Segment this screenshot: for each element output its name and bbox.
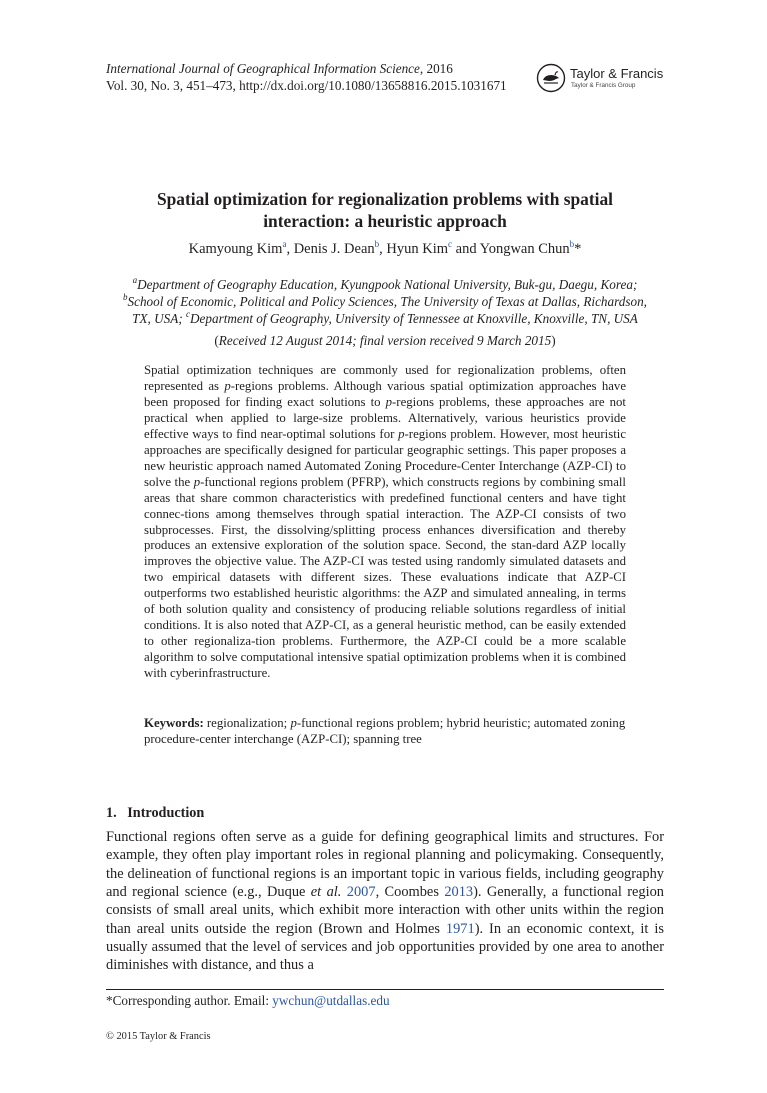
citation-link[interactable]: 2013	[444, 884, 474, 901]
author-name: Yongwan Chun	[479, 241, 570, 257]
abstract: Spatial optimization techniques are commonly used for regionalization problems, often represented as p-regions problems. Although various spatial optimization approaches have been proposed for finding exact solutions to p-regions problems, these approaches are not practical when applied to large-size problems. Alternatively, various heuristics provide effective ways to find near-optimal solutions for p-regions problem. However, most heuristic approaches are specifically designed for particular geographic settings. This paper proposes a new heuristic approach named Automated Zoning Procedure-Center Interchange (AZP-CI) to solve the p-functional regions problem (PFRP), which constructs regions by combining small areas that share common characteristics with predefined functional centers and have tight connec-tions among themselves through spatial interaction. The AZP-CI consists of two subprocesses. First, the dissolving/splitting process enhances diversification and thereby produces an extensive exploration of the solution space. Second, the stan-dard AZP locally improves the objective value. The AZP-CI was tested using randomly simulated datasets and two empirical datasets with different sizes. These evaluations indicate that AZP-CI outperforms two established heuristic algorithms: the AZP and simulated annealing, in terms of both solution quality and consistency of producing reliable solutions regardless of initial conditions. It is also noted that AZP-CI, as a general heuristic method, can be easily extended to other regionaliza-tion problems. Furthermore, the AZP-CI could be a more scalable algorithm to solve computational intensive spatial optimization problems when it is combined with cyberinfrastructure.	[144, 363, 626, 681]
journal-name: International Journal of Geographical Information Science	[106, 61, 420, 76]
title-line-1: Spatial optimization for regionalization problems with spatial	[156, 189, 614, 209]
keywords: Keywords: regionalization; p-functional regions problem; hybrid heuristic; automated zoning procedure-center interchange (AZP-CI); spanning tree	[144, 716, 626, 746]
journal-year: , 2016	[419, 61, 453, 76]
author-name: Hyun Kim	[386, 241, 449, 257]
publisher-group: Taylor & Francis Group	[571, 82, 636, 89]
copyright-notice: © 2015 Taylor & Francis	[106, 1031, 211, 1042]
author-separator: ,	[379, 241, 387, 257]
affiliation-mark[interactable]: b	[569, 239, 575, 249]
affiliation-mark[interactable]: a	[282, 239, 287, 249]
corresponding-footnote: *Corresponding author. Email: ywchun@utdallas.edu	[106, 993, 390, 1008]
introduction-paragraph: Functional regions often serve as a guide for defining geographical limits and structures. For example, they often play important roles in regional planning and policymaking. Consequently, the delineation of functional regions is an important topic in various fields, including geography and regional science (e.g., Duque et al. 2007, Coombes 2013). Generally, a functional region consists of small areal units, which exhibit more interaction with other units within the region than areal units outside the region (Brown and Holmes 1971). In an economic context, it is usually assumed that the level of services and job opportunities provided by one area to another diminishes with distance, and thus a	[106, 829, 664, 974]
journal-header	[106, 60, 526, 94]
email-link[interactable]: ywchun@utdallas.edu	[272, 993, 390, 1008]
affiliation-a: $^a$Department of Geography Education, Kyungpook National University, Buk-gu, Daegu, Korea;	[132, 275, 638, 292]
affiliation-b: $^b$School of Economic, Political and Policy Sciences, The University of Texas at Dallas, Richardson,	[123, 292, 647, 310]
corresponding-author-mark: *	[574, 241, 582, 257]
paper-title	[106, 188, 664, 232]
lamp-icon	[536, 63, 566, 93]
affiliation-b-c: TX, USA; $^c$Department of Geography, University of Tennessee at Knoxville, Knoxville, TN, USA	[132, 309, 638, 327]
volume-info: Vol. 30, No. 3, 451–473,	[106, 78, 240, 93]
keywords-label: Keywords:	[144, 716, 204, 730]
author-name: Kamyoung Kim	[188, 241, 283, 257]
section-heading	[106, 805, 204, 822]
affiliations	[100, 276, 670, 328]
journal-title-line	[106, 60, 526, 77]
author-separator: ,	[286, 241, 294, 257]
author-separator: and	[452, 241, 480, 257]
footnote-divider	[106, 989, 664, 990]
section-number: 1.	[106, 805, 117, 821]
received-dates: (Received 12 August 2014; final version received 9 March 2015)	[214, 333, 556, 348]
author-list	[106, 240, 664, 258]
title-line-2: interaction: a heuristic approach	[263, 211, 507, 231]
author-name: Denis J. Dean	[293, 241, 375, 257]
section-title: Introduction	[127, 805, 205, 821]
received-text: Received 12 August 2014; final version received 9 March 2015	[218, 333, 552, 348]
doi-link[interactable]: http://dx.doi.org/10.1080/13658816.2015.1031671	[239, 78, 507, 93]
citation-link[interactable]: 1971	[445, 920, 475, 937]
citation-link[interactable]: 2007	[346, 884, 376, 901]
affiliation-mark[interactable]: b	[374, 239, 380, 249]
affiliation-mark[interactable]: c	[448, 239, 453, 249]
publisher-logo	[536, 63, 676, 97]
volume-line	[106, 77, 526, 94]
publisher-name: Taylor & Francis	[570, 66, 664, 81]
